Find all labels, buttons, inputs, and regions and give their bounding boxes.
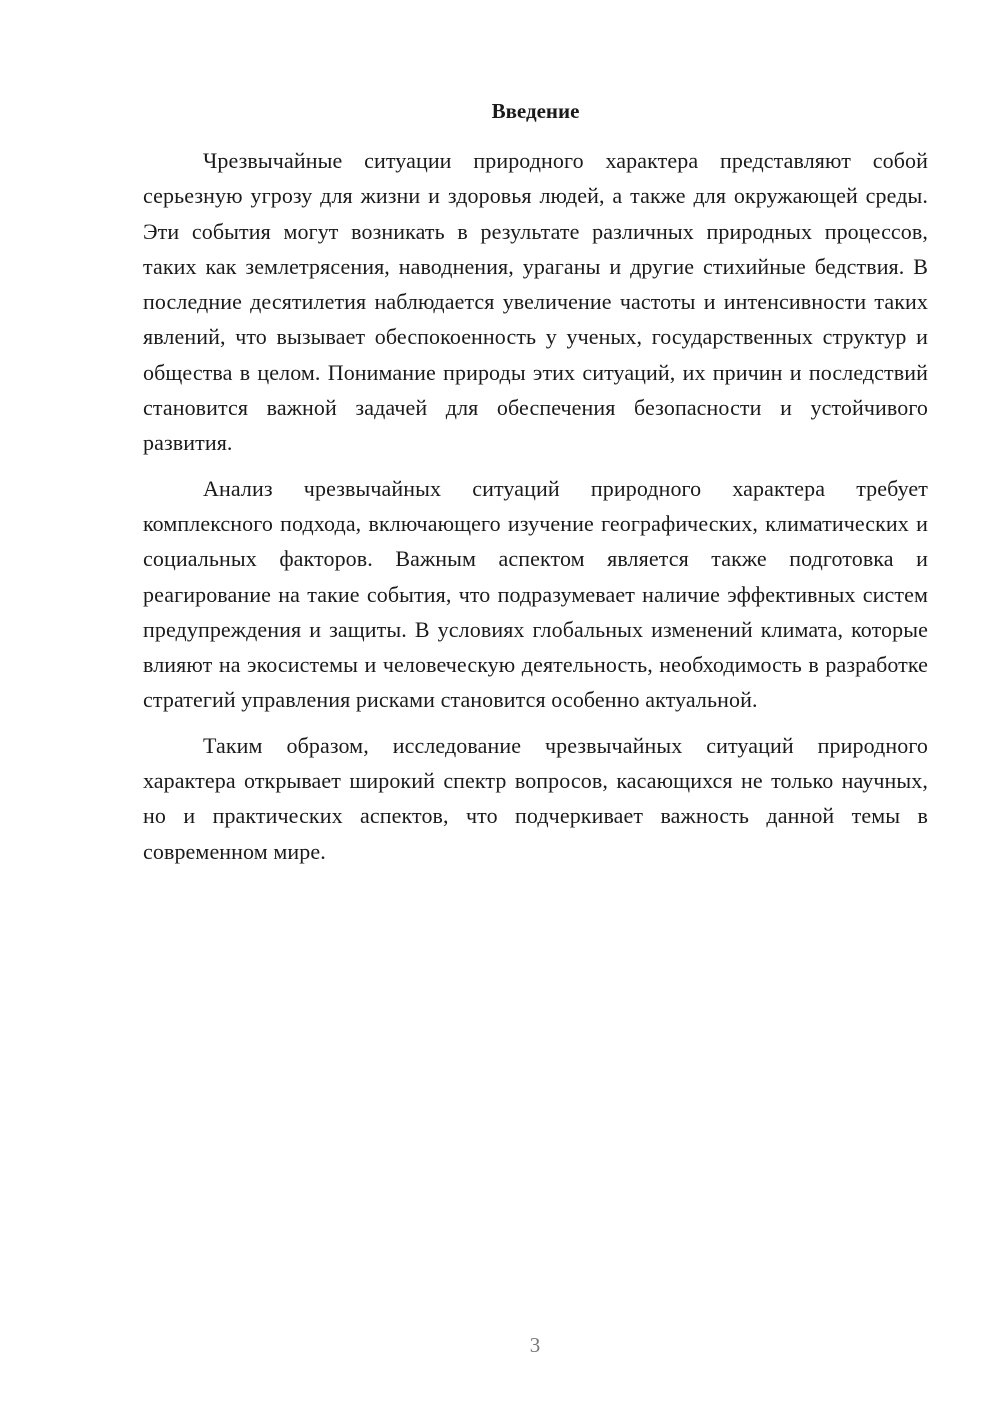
paragraph-3: Таким образом, исследование чрезвычайных ситуаций природного характера открывает широкий спектр вопросов, касающихся не только научных, но и практических аспектов, что подчеркивает важность данной темы в современном мире. (143, 732, 928, 864)
paragraph-2: Анализ чрезвычайных ситуаций природного характера требует комплексного подхода, включающего изучение географических, климатических и социальных факторов. Важным аспектом является также подготовка и реагирование на такие события, что подразумевает наличие эффективных систем предупреждения и защиты. В условиях глобальных изменений климата, которые влияют на экосистемы и человеческую деятельность, необходимость в разработке стратегий управления рисками становится особенно актуальной. (143, 475, 928, 713)
page-content (143, 95, 928, 879)
section-heading: Введение (491, 99, 580, 123)
page-number: 3 (529, 1333, 541, 1357)
paragraph-1: Чрезвычайные ситуации природного характера представляют собой серьезную угрозу для жизни и здоровья людей, а также для окружающей среды. Эти события могут возникать в результате различных природных процессов, таких как землетрясения, наводнения, ураганы и другие стихийные бедствия. В последние десятилетия наблюдается увеличение частоты и интенсивности таких явлений, что вызывает обеспокоенность у ученых, государственных структур и общества в целом. Понимание природы этих ситуаций, их причин и последствий становится важной задачей для обеспечения безопасности и устойчивого развития. (143, 148, 928, 456)
